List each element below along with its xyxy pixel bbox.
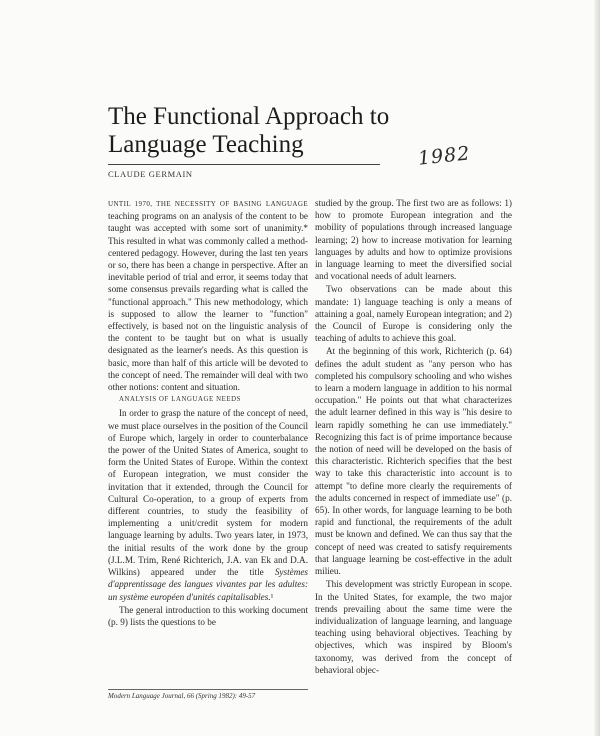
article-title (108, 103, 428, 159)
left-column (108, 197, 308, 628)
left-para1-text: teaching programs on an analysis of the content to be taught was accepted with some sort of unanimity.* This resulted in what was commonly called a method-centered pedagogy. However, during the last ten years or so, there has been a change in perspective. After an inevitable period of trial and error, it seems today that some consensus prevails regarding what is called the "functional approach." This new methodology, which is supposed to allow the learner to "function" effectively, is based not on the linguistic analysis of the content to be taught but on what is usually designated as the learner's needs. As this question is basic, more than half of this article will be devoted to the concept of need. The remainder will deal with two other notions: content and situation. (108, 211, 308, 393)
right-paragraph-1: studied by the group. The first two are as follows: 1) how to promote European integration and the mobility of populations through increased language learning; 2) how to increase motivation for learning languages by adults and how to optimize provisions in language learning to meet the diversified social and vocational needs of adult learners. (315, 198, 512, 282)
footer-rule (108, 689, 308, 690)
lead-caps: UNTIL 1970, THE NECESSITY OF BASING LANGUAGE (108, 200, 308, 208)
scan-edge (594, 0, 600, 736)
left-para2-text: In order to grasp the nature of the concept of need, we must place ourselves in the position of the Council of Europe which, largely in order to counterbalance the power of the United States of America, sought to form the United States of Europe. Within the context of European integration, we must consider the invitation that it extended, through the Council for Cultural Co-operation, to a group of experts from different countries, to study the feasibility of implementing a unit/credit system for modern language learning by adults. Two years later, in 1973, the initial results of the work done by the group (J.L.M. Trim, René Richterich, J.A. van Ek and D.A. Wilkins) appeared under the title (108, 408, 308, 578)
right-paragraph-4: This development was strictly European in scope. In the United States, for example, the two major trends prevailing about the same time were the individualization of language learning, and language teaching using behavioral objectives. Teaching by objectives, which was inspired by Bloom's taxonomy, was derived from the concept of behavioral objec- (315, 579, 512, 675)
right-paragraph-2: Two observations can be made about this mandate: 1) language teaching is only a means of attaining a goal, namely European integration; and 2) the Council of Europe is considering only the teaching of adults to achieve this goal. (315, 284, 512, 344)
journal-citation: Modern Language Journal, 66 (Spring 1982): 49-57 (108, 692, 256, 700)
left-paragraph-1 (108, 197, 308, 393)
right-paragraph-3: At the beginning of this work, Richterich (p. 64) defines the adult student as "any person who has completed his compulsory schooling and who wishes to learn a modern language in addition to his normal occupation." He points out that what characterizes the adult learner defined in this way is "his desire to learn rapidly something he can use immediately." Recognizing this fact is of prime importance because the notion of need will be developed on the basis of this characteristic. Richterich specifies that the best way to take this characteristic into account is to attempt "to define more clearly the requirements of the adults concerned in respect of immediate use" (p. 65). In other words, for language learning to be both rapid and functional, the requirements of the adult must be known and defined. We can thus say that the concept of need was created to satisfy requirements that language learning be cost-effective in the adult milieu. (315, 346, 512, 577)
left-para2-note: ¹ (270, 591, 274, 602)
right-column (315, 197, 512, 676)
left-paragraph-3: The general introduction to this working document (p. 9) lists the questions to be (108, 604, 308, 627)
left-paragraph-2 (108, 407, 308, 602)
title-line-1: The Functional Approach to (108, 103, 390, 130)
handwritten-year: 1982 (416, 142, 472, 170)
title-rule (108, 164, 380, 165)
section-heading: ANALYSIS OF LANGUAGE NEEDS (119, 396, 241, 404)
left-para2-italic-title: Systèmes d'apprentissage des langues vivantes par les adultes: un système européen d'unités capitalisables. (108, 567, 308, 602)
author-name: CLAUDE GERMAIN (108, 169, 193, 179)
title-line-2: Language Teaching (108, 131, 304, 158)
